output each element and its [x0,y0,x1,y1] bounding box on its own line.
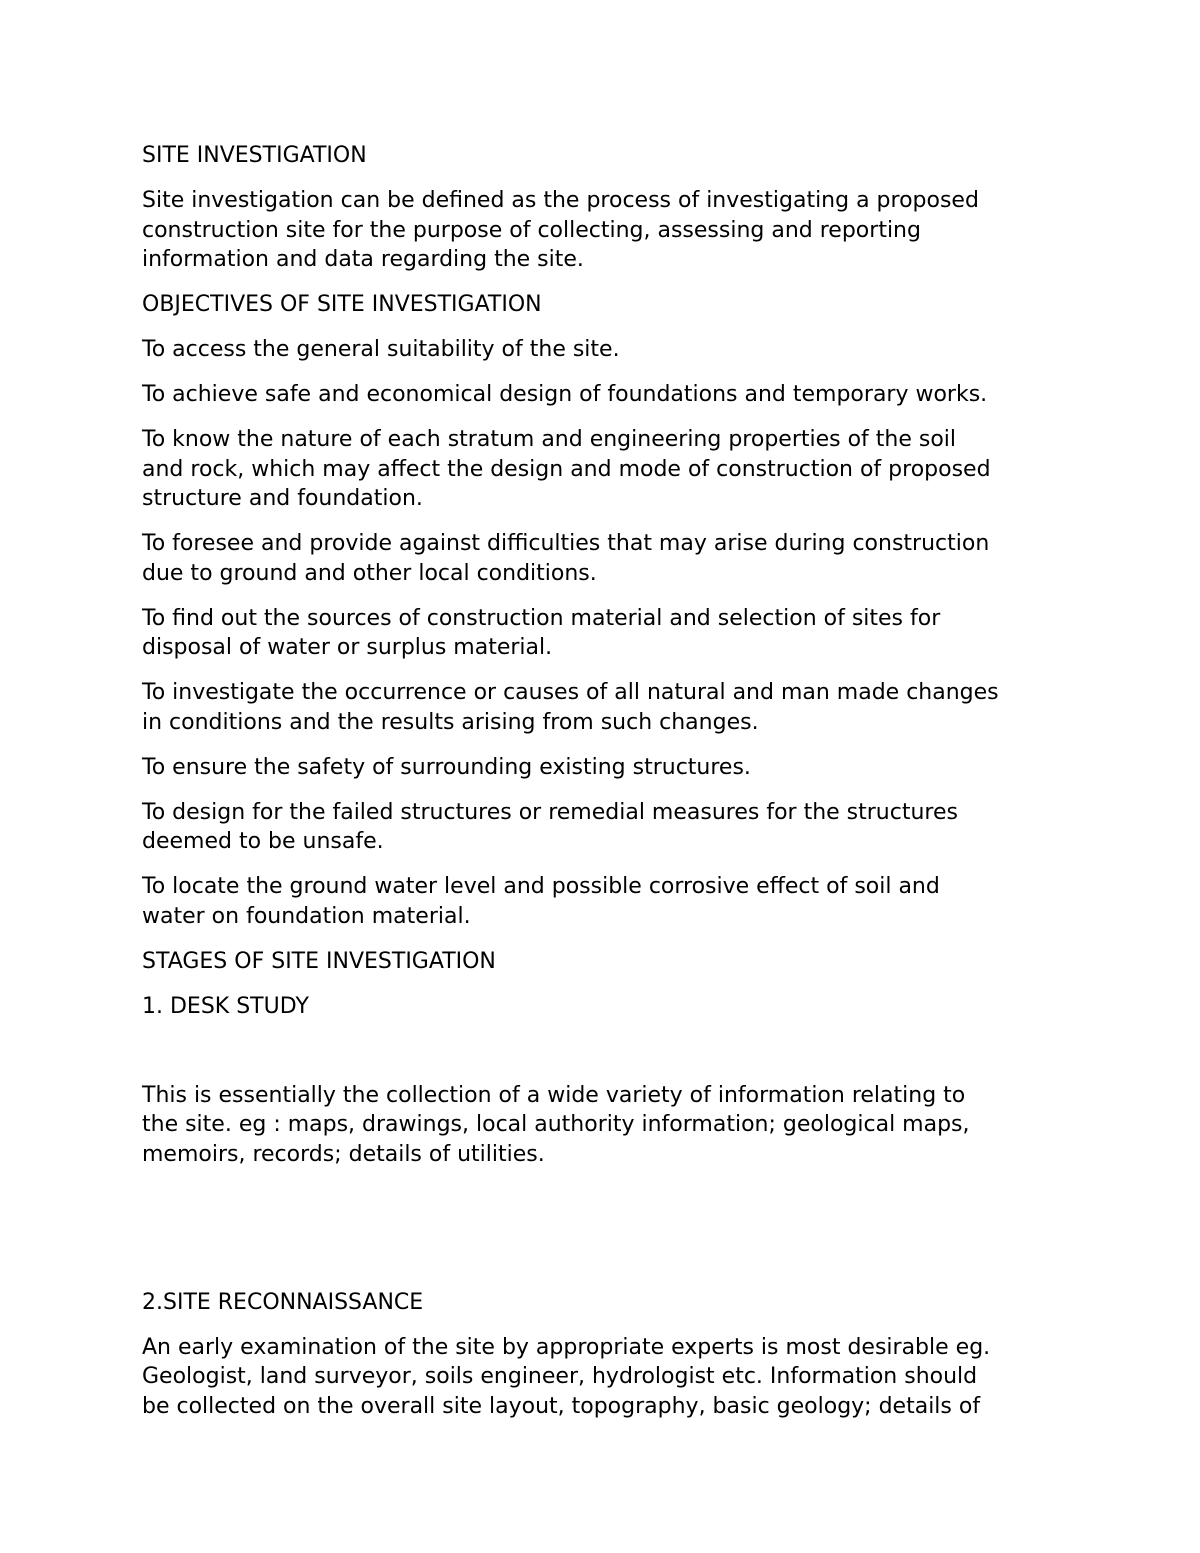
objective-item: To know the nature of each stratum and engineering properties of the soil and rock, which may affect the design and mode of construction of proposed structure and foundation. [142,427,991,511]
blank-line [142,1185,1072,1288]
objective-item: To achieve safe and economical design of foundations and temporary works. [142,382,988,407]
objectives-heading: OBJECTIVES OF SITE INVESTIGATION [142,292,542,317]
definition-paragraph: Site investigation can be defined as the process of investigating a proposed construction site for the purpose of collecting, assessing and reporting information and data regarding the site. [142,188,979,272]
objective-item: To foresee and provide against difficulties that may arise during construction due to ground and other local conditions. [142,531,990,586]
objective-item: To find out the sources of construction material and selection of sites for disposal of water or surplus material. [142,605,941,660]
objective-item: To locate the ground water level and possible corrosive effect of soil and water on foundation material. [142,874,940,929]
objective-item: To access the general suitability of the site. [142,337,620,362]
document-body [142,141,1072,1437]
objective-item: To ensure the safety of surrounding existing structures. [142,754,751,780]
stage-2-heading: 2.SITE RECONNAISSANCE [142,1289,424,1315]
blank-line [142,1037,1072,1081]
document-title: SITE INVESTIGATION [142,143,367,168]
stages-heading: STAGES OF SITE INVESTIGATION [142,948,496,974]
objective-item: To investigate the occurrence or causes of all natural and man made changes in conditions and the results arising from such changes. [142,680,999,735]
stage-1-paragraph: This is essentially the collection of a wide variety of information relating to the site. eg : maps, drawings, local authority information; geological maps, memoirs, records; details of utilities. [142,1082,970,1167]
objective-item: To design for the failed structures or remedial measures for the structures deemed to be unsafe. [142,799,958,854]
stage-1-heading: 1. DESK STUDY [142,993,309,1019]
stage-2-paragraph: An early examination of the site by appropriate experts is most desirable eg. Geologist, land surveyor, soils engineer, hydrologist etc. Information should be collected on the overall site layout, topography, basic geology; details of [142,1334,991,1419]
